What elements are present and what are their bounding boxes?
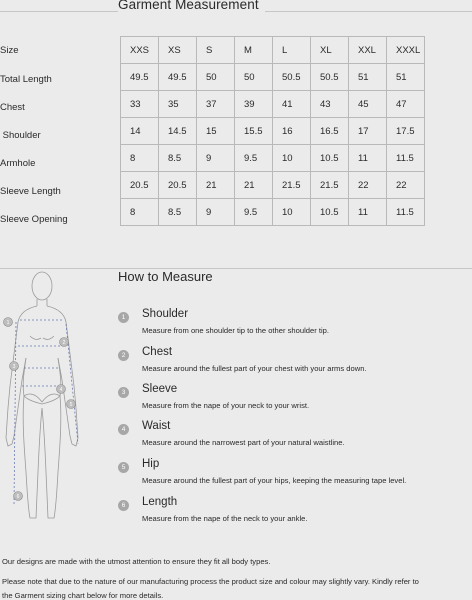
table-cell: 15.5 xyxy=(235,118,273,145)
footer-disclaimer-cont: the Garment sizing chart below for more details. xyxy=(2,591,164,600)
table-cell: 11.5 xyxy=(387,145,425,172)
table-row xyxy=(121,199,425,226)
step-number-badge: 2 xyxy=(118,350,129,361)
table-cell: 21.5 xyxy=(273,172,311,199)
page-title: Garment Measurement xyxy=(118,0,265,12)
step-number-badge: 4 xyxy=(118,424,129,435)
table-cell: 10 xyxy=(273,145,311,172)
footer-disclaimer: Please note that due to the nature of our manufacturing process the product size and colour may slightly vary. Kindly refer to xyxy=(2,577,419,586)
table-cell: 9 xyxy=(197,145,235,172)
table-cell: 9.5 xyxy=(235,199,273,226)
how-to-measure-title: How to Measure xyxy=(118,269,213,284)
table-cell: 35 xyxy=(159,91,197,118)
step-title: Chest xyxy=(142,346,173,358)
table-cell: 9.5 xyxy=(235,145,273,172)
table-cell: 49.5 xyxy=(121,64,159,91)
row-label-armhole: Armhole xyxy=(0,158,36,169)
table-cell: 50.5 xyxy=(273,64,311,91)
step-description: Measure around the narrowest part of your natural waistline. xyxy=(142,438,345,447)
table-cell: 21 xyxy=(235,172,273,199)
size-header-cell: XXL xyxy=(349,37,387,64)
table-cell: 51 xyxy=(349,64,387,91)
table-cell: 11.5 xyxy=(387,199,425,226)
step-title: Waist xyxy=(142,420,171,432)
size-header-cell: XXXL xyxy=(387,37,425,64)
figure-marker-2: 2 xyxy=(62,339,66,346)
table-row xyxy=(121,118,425,145)
table-cell: 8 xyxy=(121,145,159,172)
step-title: Hip xyxy=(142,458,160,470)
step-number-badge: 6 xyxy=(118,500,129,511)
table-cell: 49.5 xyxy=(159,64,197,91)
size-header-cell: XS xyxy=(159,37,197,64)
row-label-total-length: Total Length xyxy=(0,74,52,85)
table-cell: 50.5 xyxy=(311,64,349,91)
step-number-badge: 1 xyxy=(118,312,129,323)
row-label-chest: Chest xyxy=(0,102,25,113)
table-cell: 11 xyxy=(349,145,387,172)
table-cell: 15 xyxy=(197,118,235,145)
table-cell: 14.5 xyxy=(159,118,197,145)
table-cell: 16.5 xyxy=(311,118,349,145)
table-cell: 41 xyxy=(273,91,311,118)
table-cell: 50 xyxy=(197,64,235,91)
table-cell: 10 xyxy=(273,199,311,226)
size-header-cell: XXS xyxy=(121,37,159,64)
step-title: Length xyxy=(142,496,178,508)
step-description: Measure from one shoulder tip to the other shoulder tip. xyxy=(142,326,329,335)
table-cell: 21 xyxy=(197,172,235,199)
table-cell: 20.5 xyxy=(159,172,197,199)
step-title: Sleeve xyxy=(142,383,178,395)
table-cell: 8.5 xyxy=(159,145,197,172)
body-figure xyxy=(0,268,112,528)
step-description: Measure around the fullest part of your hips, keeping the measuring tape level. xyxy=(142,476,407,485)
table-cell: 45 xyxy=(349,91,387,118)
table-row xyxy=(121,91,425,118)
table-cell: 22 xyxy=(387,172,425,199)
size-header-row xyxy=(121,37,425,64)
figure-marker-4: 4 xyxy=(59,386,63,393)
step-description: Measure from the nape of the neck to your ankle. xyxy=(142,514,308,523)
table-cell: 8.5 xyxy=(159,199,197,226)
table-cell: 37 xyxy=(197,91,235,118)
step-title: Shoulder xyxy=(142,308,189,320)
step-description: Measure from the nape of your neck to your wrist. xyxy=(142,401,310,410)
figure-marker-3: 3 xyxy=(12,363,16,370)
figure-marker-6: 6 xyxy=(16,493,20,500)
size-header-cell: L xyxy=(273,37,311,64)
footer-note: Our designs are made with the utmost attention to ensure they fit all body types. xyxy=(2,557,271,566)
table-cell: 16 xyxy=(273,118,311,145)
size-header-cell: XL xyxy=(311,37,349,64)
size-table xyxy=(120,36,425,226)
table-cell: 21.5 xyxy=(311,172,349,199)
table-cell: 47 xyxy=(387,91,425,118)
table-cell: 50 xyxy=(235,64,273,91)
table-cell: 14 xyxy=(121,118,159,145)
table-cell: 43 xyxy=(311,91,349,118)
step-number-badge: 3 xyxy=(118,387,129,398)
table-cell: 51 xyxy=(387,64,425,91)
table-row xyxy=(121,172,425,199)
table-cell: 39 xyxy=(235,91,273,118)
table-cell: 9 xyxy=(197,199,235,226)
figure-marker-5: 5 xyxy=(69,401,73,408)
row-label-size: Size xyxy=(0,45,19,56)
row-label-sleeve-opening: Sleeve Opening xyxy=(0,214,68,225)
table-cell: 10.5 xyxy=(311,199,349,226)
table-row xyxy=(121,64,425,91)
table-cell: 10.5 xyxy=(311,145,349,172)
size-header-cell: M xyxy=(235,37,273,64)
figure-marker-1: 1 xyxy=(6,319,10,326)
table-row xyxy=(121,145,425,172)
row-label-sleeve-length: Sleeve Length xyxy=(0,186,61,197)
table-cell: 33 xyxy=(121,91,159,118)
step-number-badge: 5 xyxy=(118,462,129,473)
table-cell: 17.5 xyxy=(387,118,425,145)
table-cell: 8 xyxy=(121,199,159,226)
row-label-shoulder: Shoulder xyxy=(0,130,41,141)
step-description: Measure around the fullest part of your chest with your arms down. xyxy=(142,364,367,373)
table-cell: 11 xyxy=(349,199,387,226)
table-cell: 17 xyxy=(349,118,387,145)
size-header-cell: S xyxy=(197,37,235,64)
table-cell: 22 xyxy=(349,172,387,199)
table-cell: 20.5 xyxy=(121,172,159,199)
